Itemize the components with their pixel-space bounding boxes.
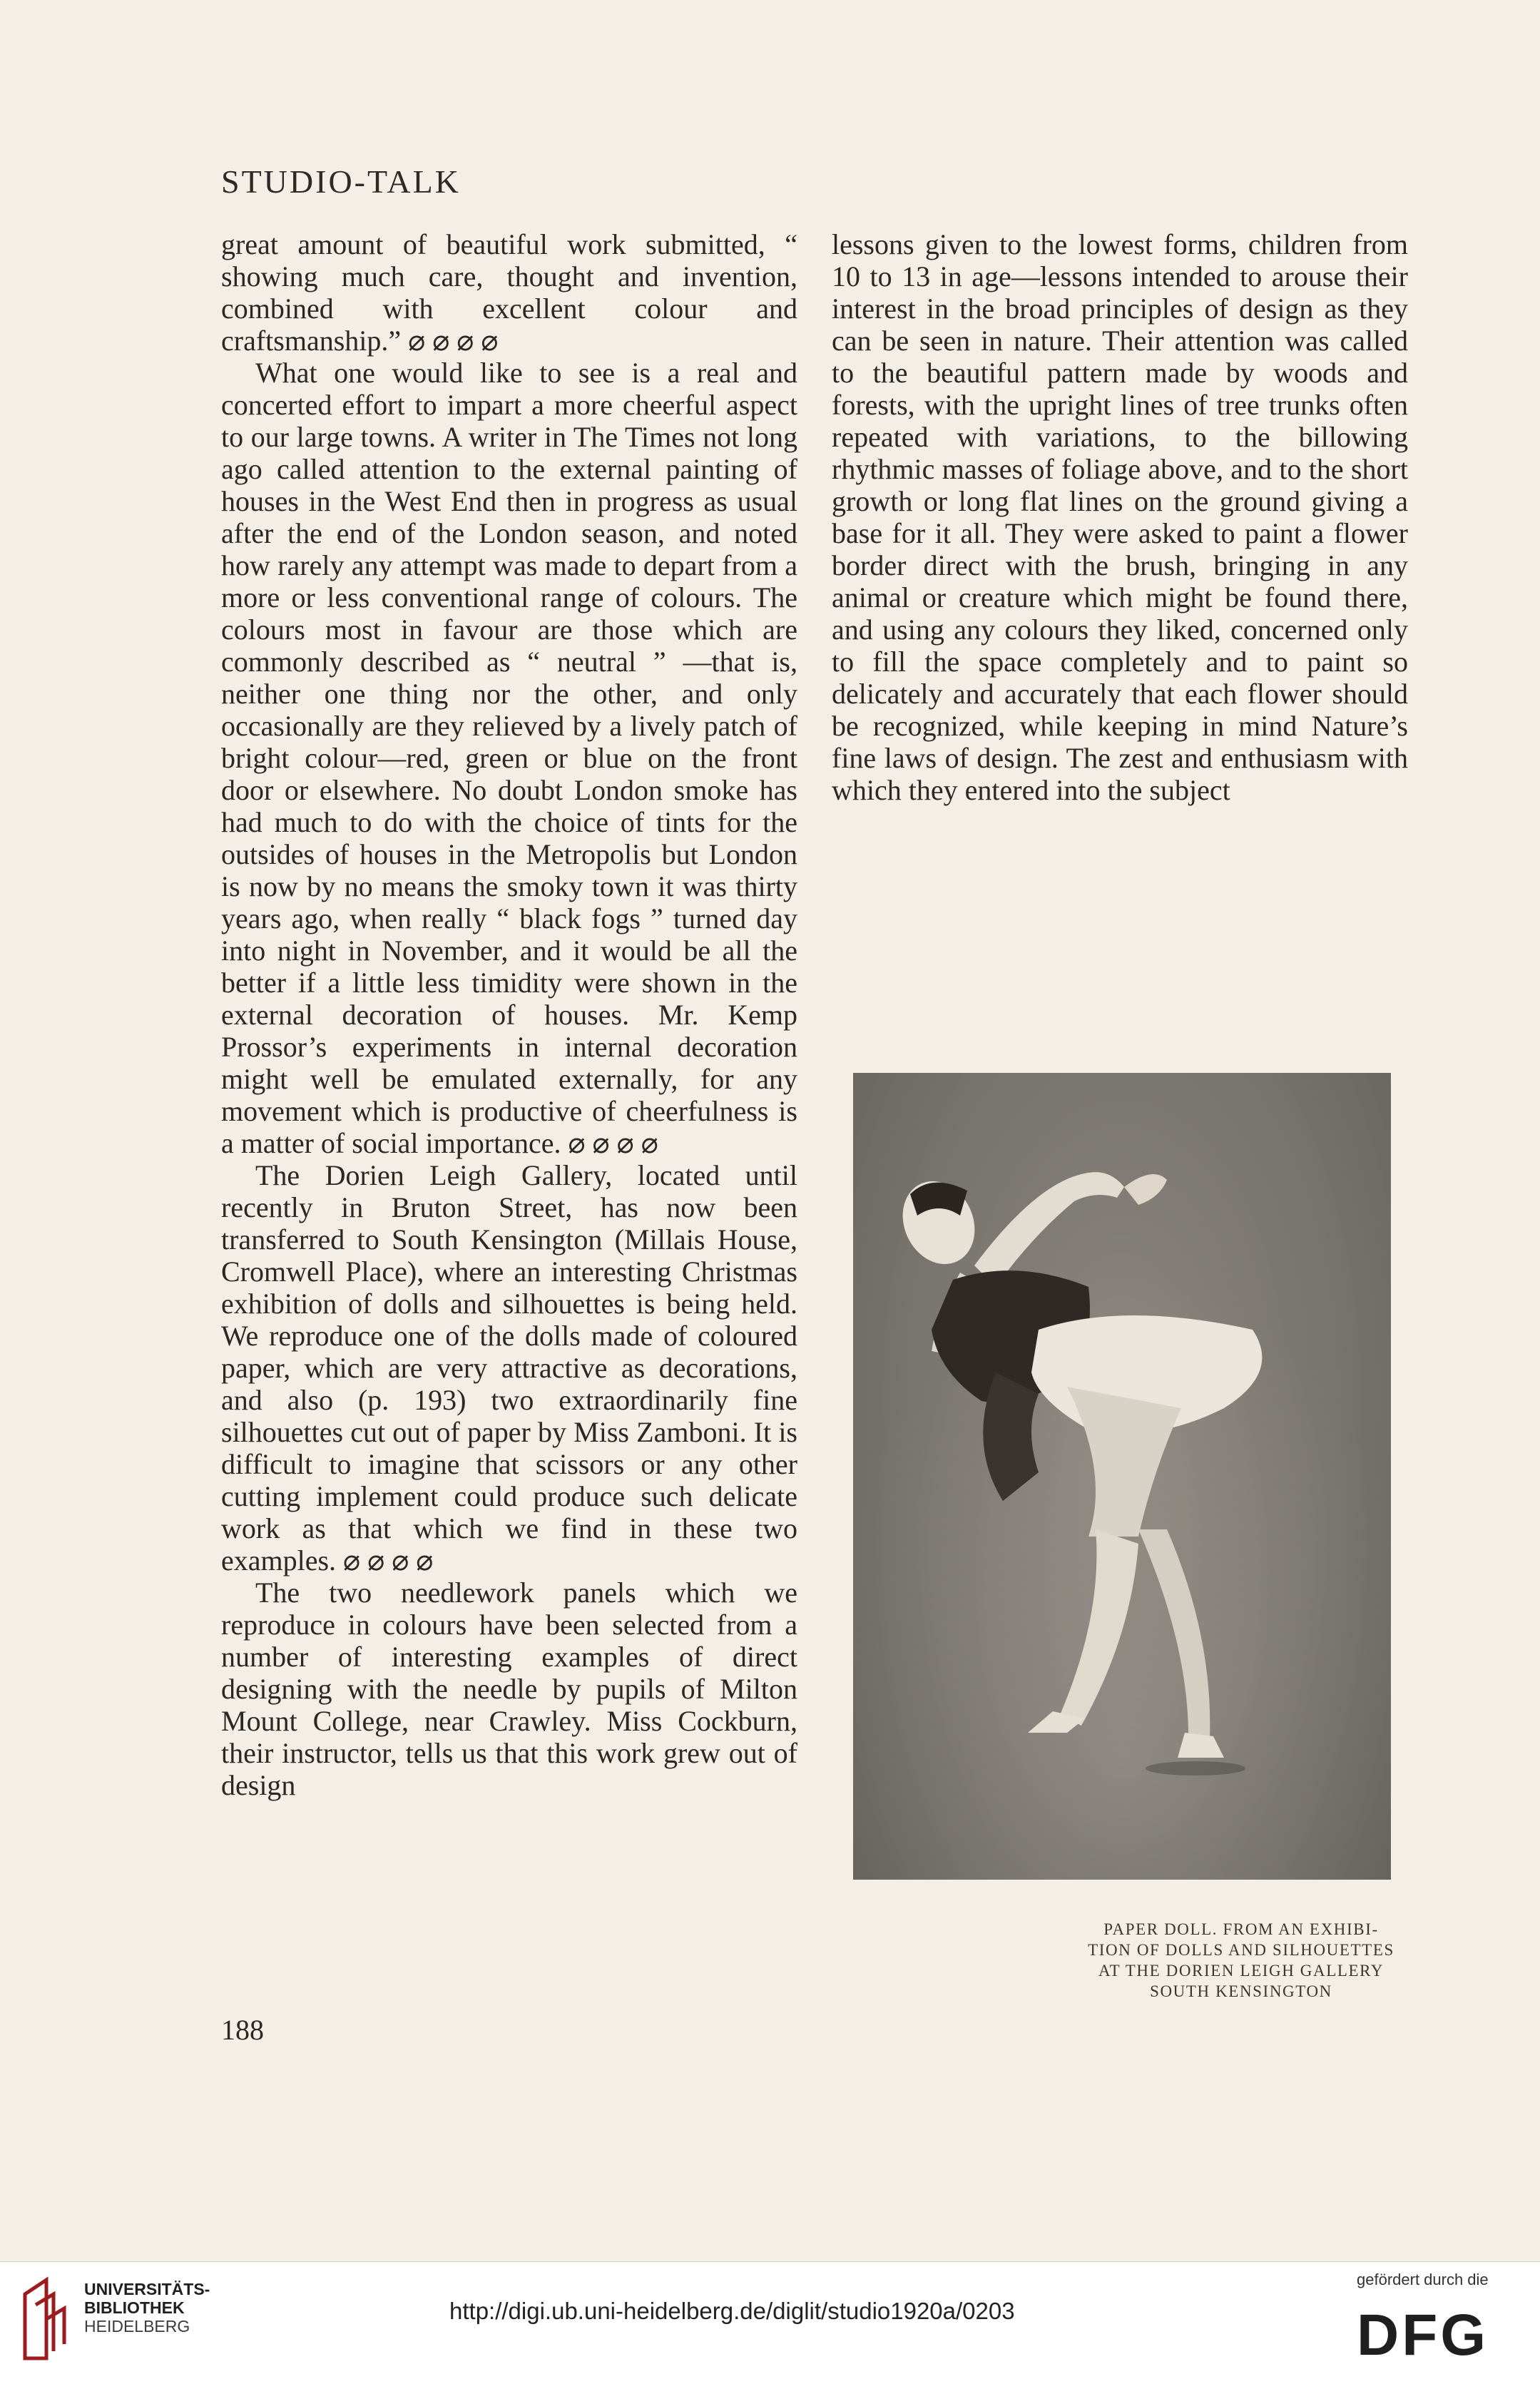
paragraph: The two needlework panels which we reproduce in colours have been selected from a number of interesting examples of direct designing with the needle by pupils of Milton Mount College, near Crawley. Miss Cockburn, their instructor, tells us that this work grew out of design (221, 1576, 797, 1801)
paper-doll-figure (853, 1073, 1391, 1880)
running-header: STUDIO-TALK (221, 163, 461, 200)
paragraph: The Dorien Leigh Gallery, located until recently in Bruton Street, has now been transferred to South Kensington (Millais House, Cromwell Place), where an interesting Christmas exhibition of dolls and silhouettes is being held. We reproduce one of the dolls made of coloured paper, which are very attractive as decorations, and also (p. 193) two extraordinarily fine silhouettes cut out of paper by Miss Zamboni. It is difficult to imagine that scissors or any other cutting implement could produce such delicate work as that which we find in these two examples. ⌀ ⌀ ⌀ ⌀ (221, 1159, 797, 1576)
university-library-logo-icon (14, 2276, 93, 2362)
paragraph: great amount of beautiful work submitted, “ showing much care, thought and invention, combined with excellent colour and craftsmanship.” ⌀ ⌀ ⌀ ⌀ (221, 228, 797, 357)
library-line: UNIVERSITÄTS- (84, 2280, 210, 2298)
caption-line: AT THE DORIEN LEIGH GALLERY (1098, 1962, 1385, 1980)
paragraph: lessons given to the lowest forms, children from 10 to 13 in age—lessons intended to arouse their interest in the broad principles of design as they can be seen in nature. Their attention was called to the beautiful pattern made by woods and forests, with the upright lines of tree trunks often repeated with variations, to the billowing rhythmic masses of foliage above, and to the short growth or long flat lines on the ground giving a base for it all. They were asked to paint a flower border direct with the brush, bringing in any animal or creature which might be found there, and using any colours they liked, concerned only to fill the space completely and to paint so delicately and accurately that each flower should be recognized, while keeping in mind Nature’s fine laws of design. The zest and enthusiasm with which they entered into the subject (832, 228, 1408, 806)
photo-caption (1049, 1919, 1434, 2002)
funding-label: gefördert durch die (1357, 2271, 1489, 2288)
library-line: BIBLIOTHEK (84, 2298, 185, 2317)
source-url-link[interactable]: http://digi.ub.uni-heidelberg.de/diglit/studio1920a/0203 (449, 2298, 1015, 2324)
library-name (84, 2280, 210, 2335)
left-column (221, 228, 797, 1801)
caption-line: PAPER DOLL. FROM AN EXHIBI- (1103, 1920, 1379, 1938)
right-column (832, 228, 1408, 806)
dfg-logo: DFG (1357, 2303, 1489, 2368)
caption-line: SOUTH KENSINGTON (1150, 1982, 1332, 2000)
paper-doll-photograph (853, 1073, 1391, 1880)
library-line: HEIDELBERG (84, 2317, 190, 2335)
caption-line: TION OF DOLLS AND SILHOUETTES (1088, 1941, 1394, 1959)
digitization-footer (0, 2261, 1540, 2389)
paragraph: What one would like to see is a real and concerted effort to impart a more cheerful aspect to our large towns. A writer in The Times not long ago called attention to the external painting of houses in the West End then in progress as usual after the end of the London season, and noted how rarely any attempt was made to depart from a more or less conventional range of colours. The colours most in favour are those which are commonly described as “ neutral ” —that is, neither one thing nor the other, and only occasionally are they relieved by a lively patch of bright colour—red, green or blue on the front door or elsewhere. No doubt London smoke has had much to do with the choice of tints for the outsides of houses in the Metropolis but London is now by no means the smoky town it was thirty years ago, when really “ black fogs ” turned day into night in November, and it would be all the better if a little less timidity were shown in the external decoration of houses. Mr. Kemp Prossor’s experiments in internal decoration might well be emulated externally, for any movement which is productive of cheerfulness is a matter of social importance. ⌀ ⌀ ⌀ ⌀ (221, 357, 797, 1159)
page-number: 188 (221, 2014, 264, 2046)
